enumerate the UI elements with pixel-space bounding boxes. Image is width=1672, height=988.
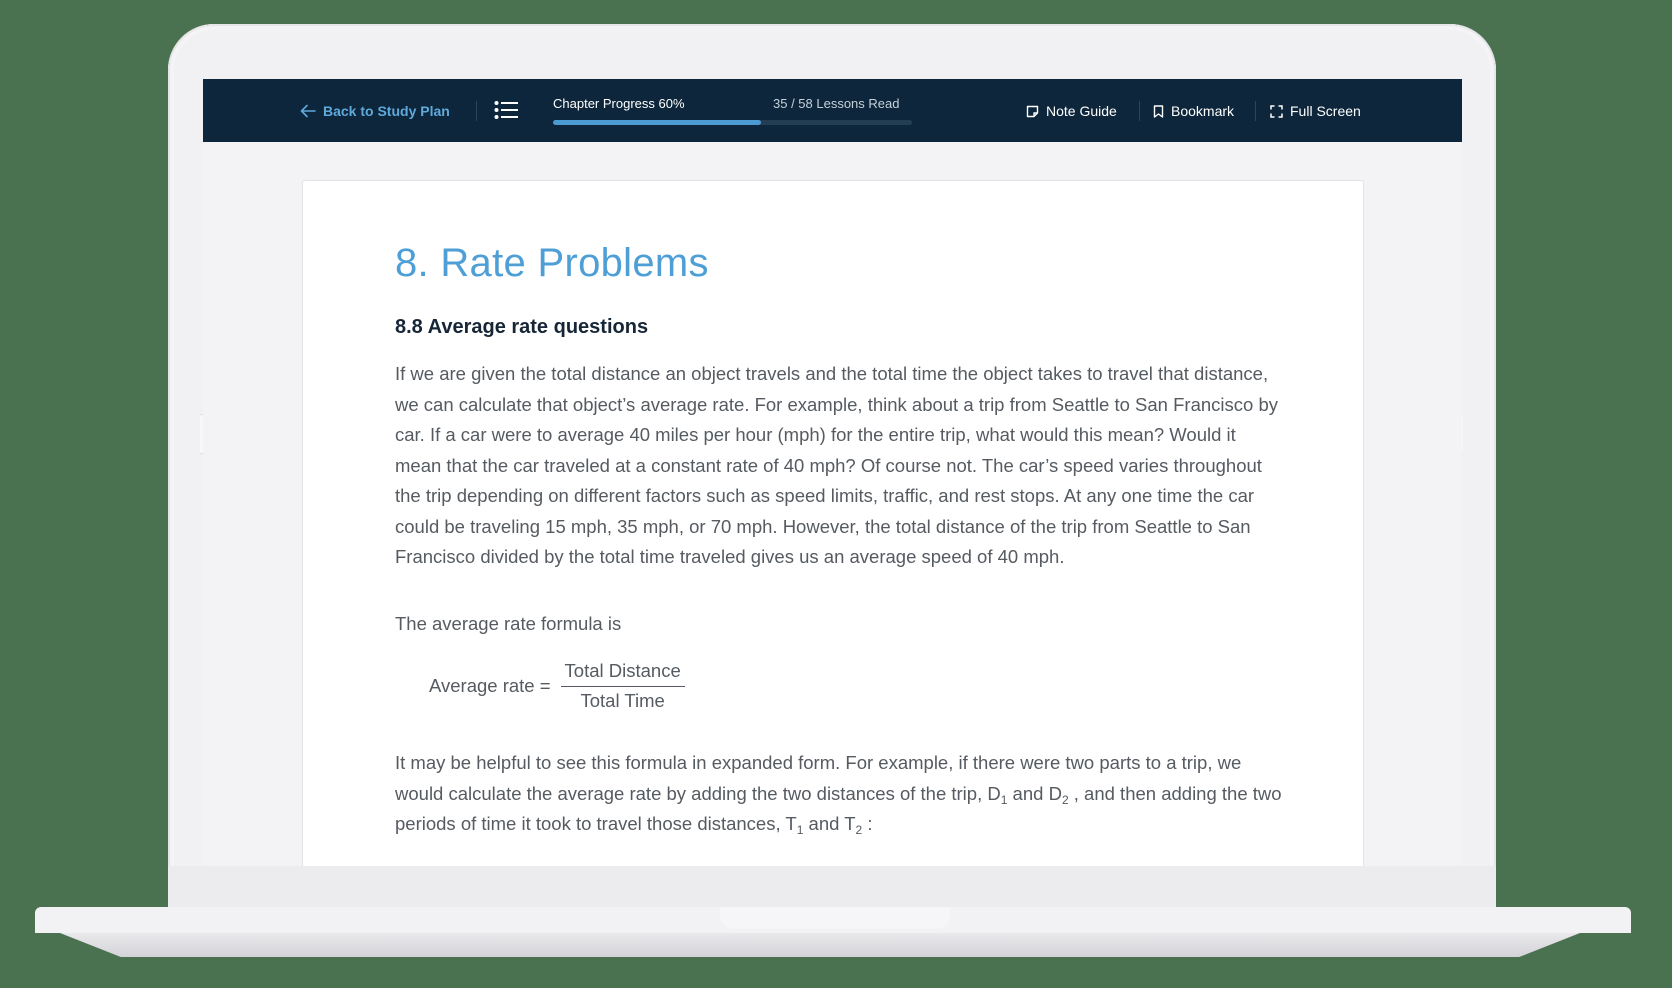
fullscreen-icon	[1270, 105, 1283, 118]
laptop-opening-notch	[720, 907, 950, 929]
chapter-progress-fill	[553, 120, 761, 125]
average-rate-formula	[429, 655, 685, 717]
subscript: 1	[1000, 792, 1008, 807]
bookmark-button[interactable]	[1153, 100, 1234, 122]
subscript: 2	[1061, 792, 1069, 807]
chapter-progress-bar	[553, 120, 912, 125]
divider	[1255, 101, 1256, 121]
note-icon	[1026, 105, 1039, 118]
text-run: :	[862, 813, 873, 834]
formula-denominator: Total Time	[580, 689, 665, 711]
chapter-title: 8. Rate Problems	[395, 241, 709, 285]
formula-lhs: Average rate =	[429, 675, 551, 696]
divider	[1139, 101, 1140, 121]
reader-nav-bar	[203, 79, 1462, 142]
back-label: Back to Study Plan	[323, 103, 450, 119]
formula-numerator: Total Distance	[561, 658, 685, 687]
section-title: 8.8 Average rate questions	[395, 316, 649, 338]
text-run: and T	[803, 813, 856, 834]
lesson-paragraph: If we are given the total distance an object travels and the total time the object takes to travel that distance, we can calculate that object’s average rate. For example, think about a trip from Seattle to San Francisco by car. If a car were to average 40 miles per hour (mph) for the entire trip, what would this mean? Would it mean that the car traveled at a constant rate of 40 mph? Of course not. The car’s speed varies throughout the trip depending on different factors such as speed limits, traffic, and rest stops. At any one time the car could be traveling 15 mph, 35 mph, or 70 mph. However, the total distance of the trip from Seattle to San Francisco divided by the total time traveled gives us an average speed of 40 mph.	[395, 363, 1278, 567]
back-to-study-plan-link[interactable]	[300, 100, 450, 122]
note-guide-button[interactable]	[1026, 100, 1117, 122]
lesson-paragraph	[395, 748, 1285, 840]
note-guide-label: Note Guide	[1046, 103, 1117, 119]
laptop-screen	[203, 79, 1462, 866]
full-screen-label: Full Screen	[1290, 103, 1361, 119]
bookmark-label: Bookmark	[1171, 103, 1235, 119]
text-run: It may be helpful to see this formula in expanded form. For example, if there were two parts to a trip, we would calculate the average rate by adding the two distances of the trip, D	[395, 752, 1242, 804]
lesson-content-card	[302, 180, 1364, 866]
formula-fraction	[561, 658, 685, 715]
subscript: 1	[796, 823, 804, 837]
lesson-paragraph: The average rate formula is	[395, 613, 622, 634]
list-icon[interactable]	[494, 100, 518, 120]
text-run: and D	[1007, 782, 1062, 804]
divider	[476, 101, 477, 121]
bookmark-icon	[1153, 105, 1164, 118]
subscript: 2	[855, 823, 863, 837]
laptop-hinge	[168, 866, 1496, 907]
laptop-base-underside	[60, 933, 1580, 957]
lessons-read-count: 35 / 58 Lessons Read	[773, 96, 900, 111]
chapter-progress-label: Chapter Progress 60%	[553, 96, 685, 111]
full-screen-button[interactable]	[1270, 100, 1361, 122]
text-run: , and then adding the two periods of time it took to travel those distances, T	[395, 782, 1282, 834]
arrow-left-icon	[300, 104, 316, 118]
